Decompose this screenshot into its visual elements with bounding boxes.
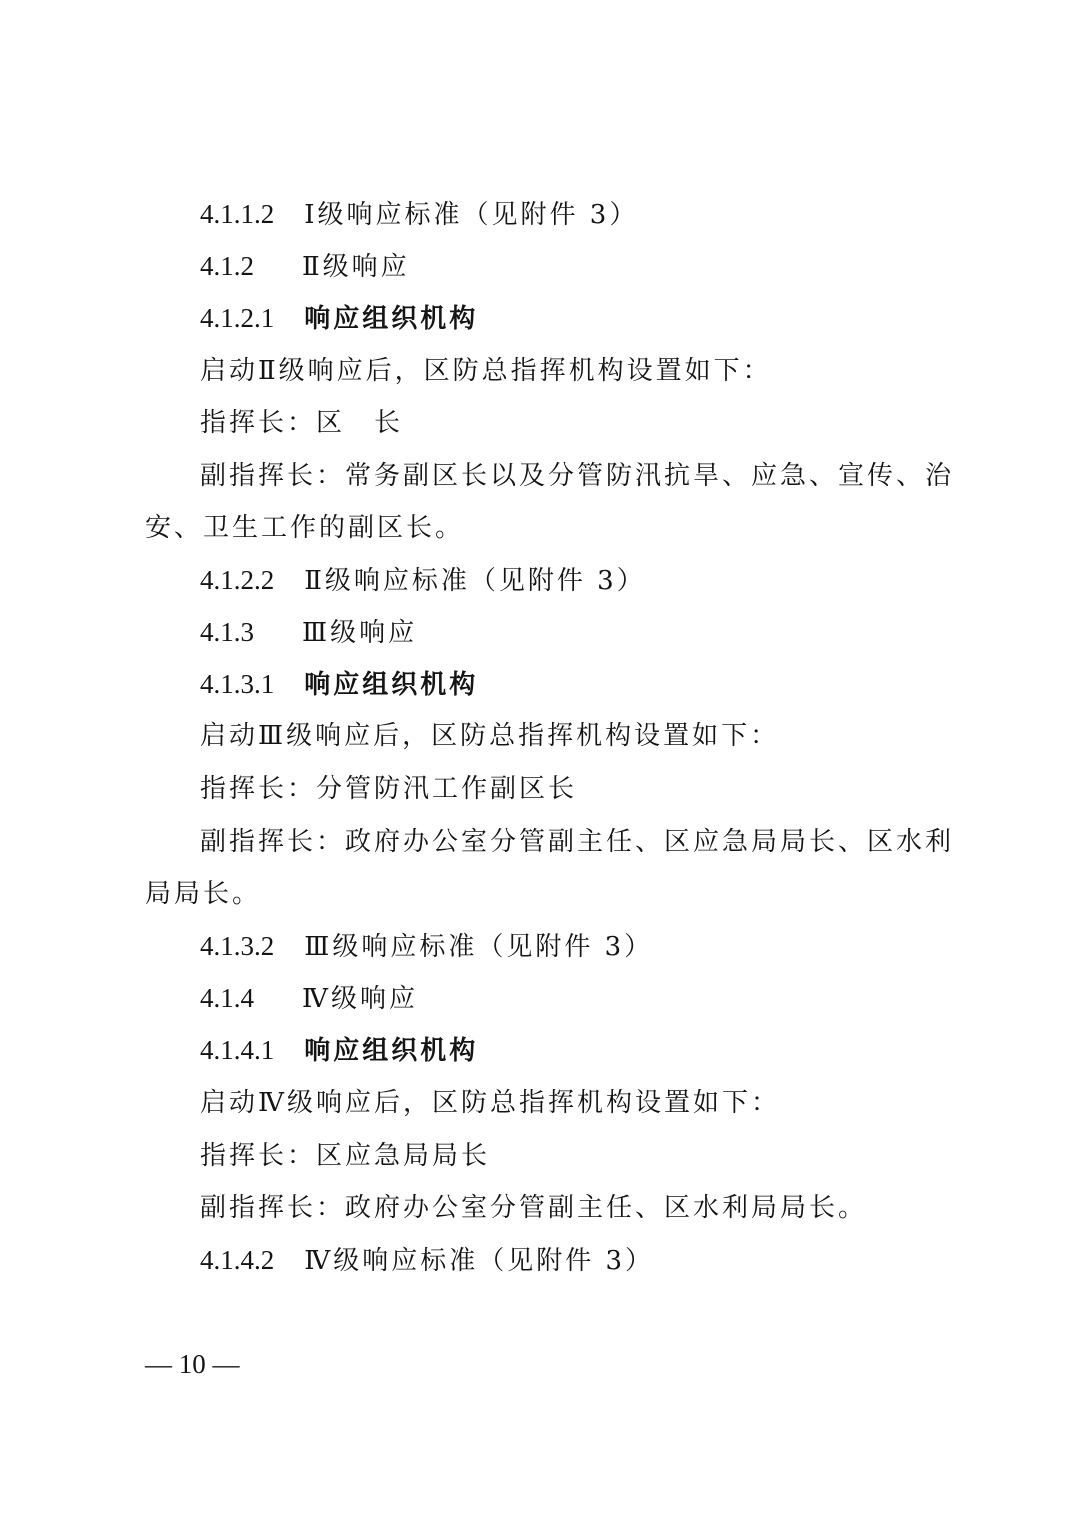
heading-4-1-1-2 bbox=[200, 196, 638, 232]
paragraph-line: 安、卫生工作的副区长。 bbox=[145, 513, 465, 543]
section-text: Ⅱ级响应 bbox=[302, 252, 410, 282]
paragraph-line: 启动Ⅳ级响应后，区防总指挥机构设置如下： bbox=[200, 1088, 780, 1118]
section-text: Ⅳ级响应 bbox=[302, 984, 418, 1014]
section-number: 4.1.4.1 bbox=[200, 1035, 275, 1065]
heading-4-1-3 bbox=[200, 614, 417, 650]
section-text: 响应组织机构 bbox=[304, 1036, 479, 1066]
section-number: 4.1.1.2 bbox=[200, 199, 275, 229]
section-number: 4.1.2 bbox=[200, 251, 254, 281]
heading-4-1-4-2 bbox=[200, 1242, 654, 1278]
page-number: — 10 — bbox=[145, 1349, 240, 1379]
section-text: 响应组织机构 bbox=[304, 670, 479, 700]
heading-4-1-3-1 bbox=[200, 666, 478, 702]
section-text: Ⅲ级响应 bbox=[302, 618, 418, 648]
section-number: 4.1.4 bbox=[200, 983, 254, 1013]
paragraph-line: 副指挥长：政府办公室分管副主任、区应急局局长、区水利 bbox=[200, 827, 955, 857]
paragraph-line: 指挥长：分管防汛工作副区长 bbox=[200, 774, 578, 804]
section-number: 4.1.4.2 bbox=[200, 1245, 275, 1275]
section-text: Ⅲ级响应标准（见附件 3） bbox=[304, 932, 654, 962]
paragraph-line: 局局长。 bbox=[145, 879, 262, 909]
heading-4-1-2 bbox=[200, 248, 410, 284]
section-number: 4.1.3.1 bbox=[200, 669, 275, 699]
section-text: 响应组织机构 bbox=[304, 304, 479, 334]
section-number: 4.1.2.2 bbox=[200, 565, 275, 595]
paragraph-line: 副指挥长：政府办公室分管副主任、区水利局局长。 bbox=[200, 1193, 868, 1223]
heading-4-1-4 bbox=[200, 980, 418, 1016]
section-text: Ⅰ级响应标准（见附件 3） bbox=[304, 200, 639, 230]
heading-4-1-4-1 bbox=[200, 1032, 478, 1068]
heading-4-1-2-2 bbox=[200, 562, 646, 598]
section-number: 4.1.3.2 bbox=[200, 931, 275, 961]
paragraph-line: 指挥长：区 长 bbox=[200, 408, 404, 438]
paragraph-line: 启动Ⅱ级响应后，区防总指挥机构设置如下： bbox=[200, 356, 772, 386]
paragraph-line: 副指挥长：常务副区长以及分管防汛抗旱、应急、宣传、治 bbox=[200, 461, 955, 491]
paragraph-line: 启动Ⅲ级响应后，区防总指挥机构设置如下： bbox=[200, 721, 780, 751]
heading-4-1-3-2 bbox=[200, 928, 653, 964]
section-number: 4.1.2.1 bbox=[200, 303, 275, 333]
section-text: Ⅱ级响应标准（见附件 3） bbox=[304, 566, 646, 596]
section-text: Ⅳ级响应标准（见附件 3） bbox=[304, 1246, 655, 1276]
heading-4-1-2-1 bbox=[200, 300, 478, 336]
section-number: 4.1.3 bbox=[200, 617, 254, 647]
paragraph-line: 指挥长：区应急局局长 bbox=[200, 1141, 491, 1171]
